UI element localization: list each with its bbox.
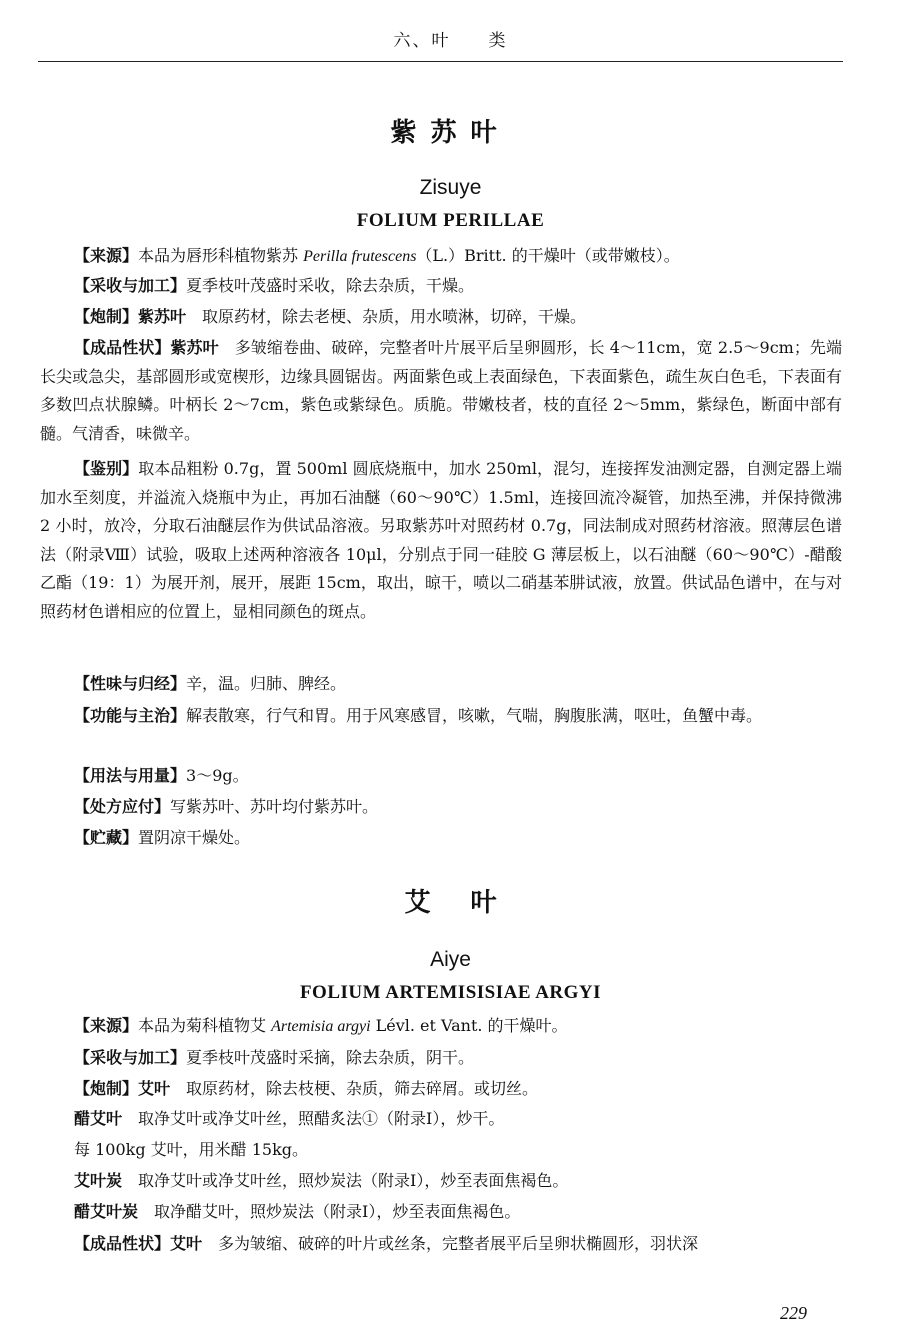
section-vinegar-leaf: [40, 1105, 842, 1134]
section-prescription: [40, 793, 842, 822]
section-label: 【性味与归经】: [74, 674, 187, 693]
page-number: 229: [780, 1303, 807, 1323]
section-dosage: [40, 762, 842, 791]
section-text: 取本品粗粉 0.7g，置 500ml 圆底烧瓶中，加水 250ml，混匀，连接挥发油测定器，自测定器上端加水至刻度，并溢流入烧瓶中为止，再加石油醚（60～90℃）1.5ml，连接回流冷凝管，加热至沸，并保持微沸 2 小时，放冷，分取石油醚层作为供试品溶液。另取紫苏叶对照药材 0.7g，同法制成对照药材溶液。照薄层色谱法（附录Ⅷ）试验，吸取上述两种溶液各 10μl，分别点于同一硅胶 G 薄层板上，以石油醚（60～90℃）-醋酸乙酯（19：1）为展开剂，展开，展距 15cm，取出，晾干，喷以二硝基苯肼试液，放置。供试品色谱中，在与对照药材色谱相应的位置上，显相同颜色的斑点。: [40, 459, 842, 621]
running-head: 六、叶 类: [393, 31, 508, 51]
section-character: [40, 1230, 842, 1259]
section-text: 取净艾叶或净艾叶丝，照炒炭法（附录Ⅰ），炒至表面焦褐色。: [122, 1171, 569, 1190]
section-vinegar-charcoal: [40, 1198, 842, 1227]
monograph-pinyin: Aiye: [430, 948, 471, 971]
section-label: 【成品性状】: [74, 1234, 171, 1253]
section-text: （L.）Britt. 的干燥叶（或带嫩枝）。: [416, 246, 680, 265]
section-text: Lévl. et Vant. 的干燥叶。: [370, 1016, 568, 1035]
header-rule: [38, 61, 843, 62]
section-harvest: [40, 272, 842, 301]
section-label: 【采收与加工】: [74, 276, 187, 295]
section-text: 取原药材，除去老梗、杂质，用水喷淋，切碎，干燥。: [186, 307, 587, 326]
section-text: 夏季枝叶茂盛时采摘，除去杂质，阴干。: [186, 1048, 475, 1067]
section-label: 【成品性状】: [74, 338, 171, 357]
monograph-title: 艾叶: [404, 888, 537, 918]
sub-heading: 醋艾叶: [74, 1109, 123, 1128]
section-processing: [40, 1075, 842, 1104]
section-function: [40, 702, 842, 731]
section-label: 【炮制】: [74, 307, 139, 326]
monograph-latin-name: FOLIUM PERILLAE: [356, 210, 545, 231]
section-label: 【用法与用量】: [74, 766, 187, 785]
monograph-latin-name: FOLIUM ARTEMISISIAE ARGYI: [299, 982, 602, 1003]
section-text: 取原药材，除去枝梗、杂质，筛去碎屑。或切丝。: [170, 1079, 539, 1098]
section-identification: [40, 455, 842, 626]
section-text: 置阴凉干燥处。: [138, 828, 251, 847]
section-label: 【功能与主治】: [74, 706, 187, 725]
section-text: 取净艾叶或净艾叶丝，照醋炙法①（附录Ⅰ），炒干。: [122, 1109, 505, 1128]
section-vinegar-ratio: [40, 1136, 842, 1165]
section-text: 取净醋艾叶，照炒炭法（附录Ⅰ），炒至表面焦褐色。: [138, 1202, 521, 1221]
section-storage: [40, 824, 842, 853]
sub-heading: 艾叶: [170, 1234, 203, 1253]
section-source: [40, 1012, 842, 1042]
species-name: Perilla frutescens: [303, 248, 417, 265]
section-charcoal: [40, 1167, 842, 1196]
section-text: 辛，温。归肺、脾经。: [186, 674, 347, 693]
monograph-title: 紫苏叶: [390, 118, 511, 148]
section-source: [40, 242, 842, 272]
section-label: 【来源】: [74, 246, 139, 265]
section-nature: [40, 670, 842, 699]
section-text: 解表散寒，行气和胃。用于风寒感冒，咳嗽，气喘，胸腹胀满，呕吐，鱼蟹中毒。: [186, 706, 763, 725]
section-text: 本品为菊科植物艾: [138, 1016, 272, 1035]
section-text: 多皱缩卷曲、破碎，完整者叶片展平后呈卵圆形，长 4～11cm，宽 2.5～9cm；先端长尖或急尖，基部圆形或宽楔形，边缘具圆锯齿。两面紫色或上表面绿色，下表面紫色，疏生灰白色毛，下表面有多数凹点状腺鳞。叶柄长 2～7cm，紫色或紫绿色。质脆。带嫩枝者，枝的直径 2～5mm，紫绿色，断面中部有髓。气清香，味微辛。: [40, 338, 842, 443]
sub-heading: 紫苏叶: [170, 338, 219, 357]
section-label: 【贮藏】: [74, 828, 139, 847]
section-label: 【鉴别】: [74, 459, 139, 478]
section-text: 每 100kg 艾叶，用米醋 15kg。: [74, 1140, 309, 1159]
sub-heading: 艾叶炭: [74, 1171, 123, 1190]
sub-heading: 醋艾叶炭: [74, 1202, 139, 1221]
sub-heading: 紫苏叶: [138, 307, 187, 326]
species-name: Artemisia argyi: [271, 1018, 371, 1035]
section-text: 多为皱缩、破碎的叶片或丝条，完整者展平后呈卵状椭圆形，羽状深: [202, 1234, 699, 1253]
section-label: 【处方应付】: [74, 797, 171, 816]
monograph-pinyin: Zisuye: [419, 176, 482, 199]
section-harvest: [40, 1044, 842, 1073]
section-text: 夏季枝叶茂盛时采收，除去杂质，干燥。: [186, 276, 475, 295]
section-label: 【来源】: [74, 1016, 139, 1035]
section-label: 【采收与加工】: [74, 1048, 187, 1067]
section-character: [40, 334, 842, 448]
section-text: 3～9g。: [186, 766, 249, 785]
section-text: 写紫苏叶、苏叶均付紫苏叶。: [170, 797, 379, 816]
section-processing: [40, 303, 842, 332]
section-label: 【炮制】: [74, 1079, 139, 1098]
sub-heading: 艾叶: [138, 1079, 171, 1098]
section-text: 本品为唇形科植物紫苏: [138, 246, 304, 265]
